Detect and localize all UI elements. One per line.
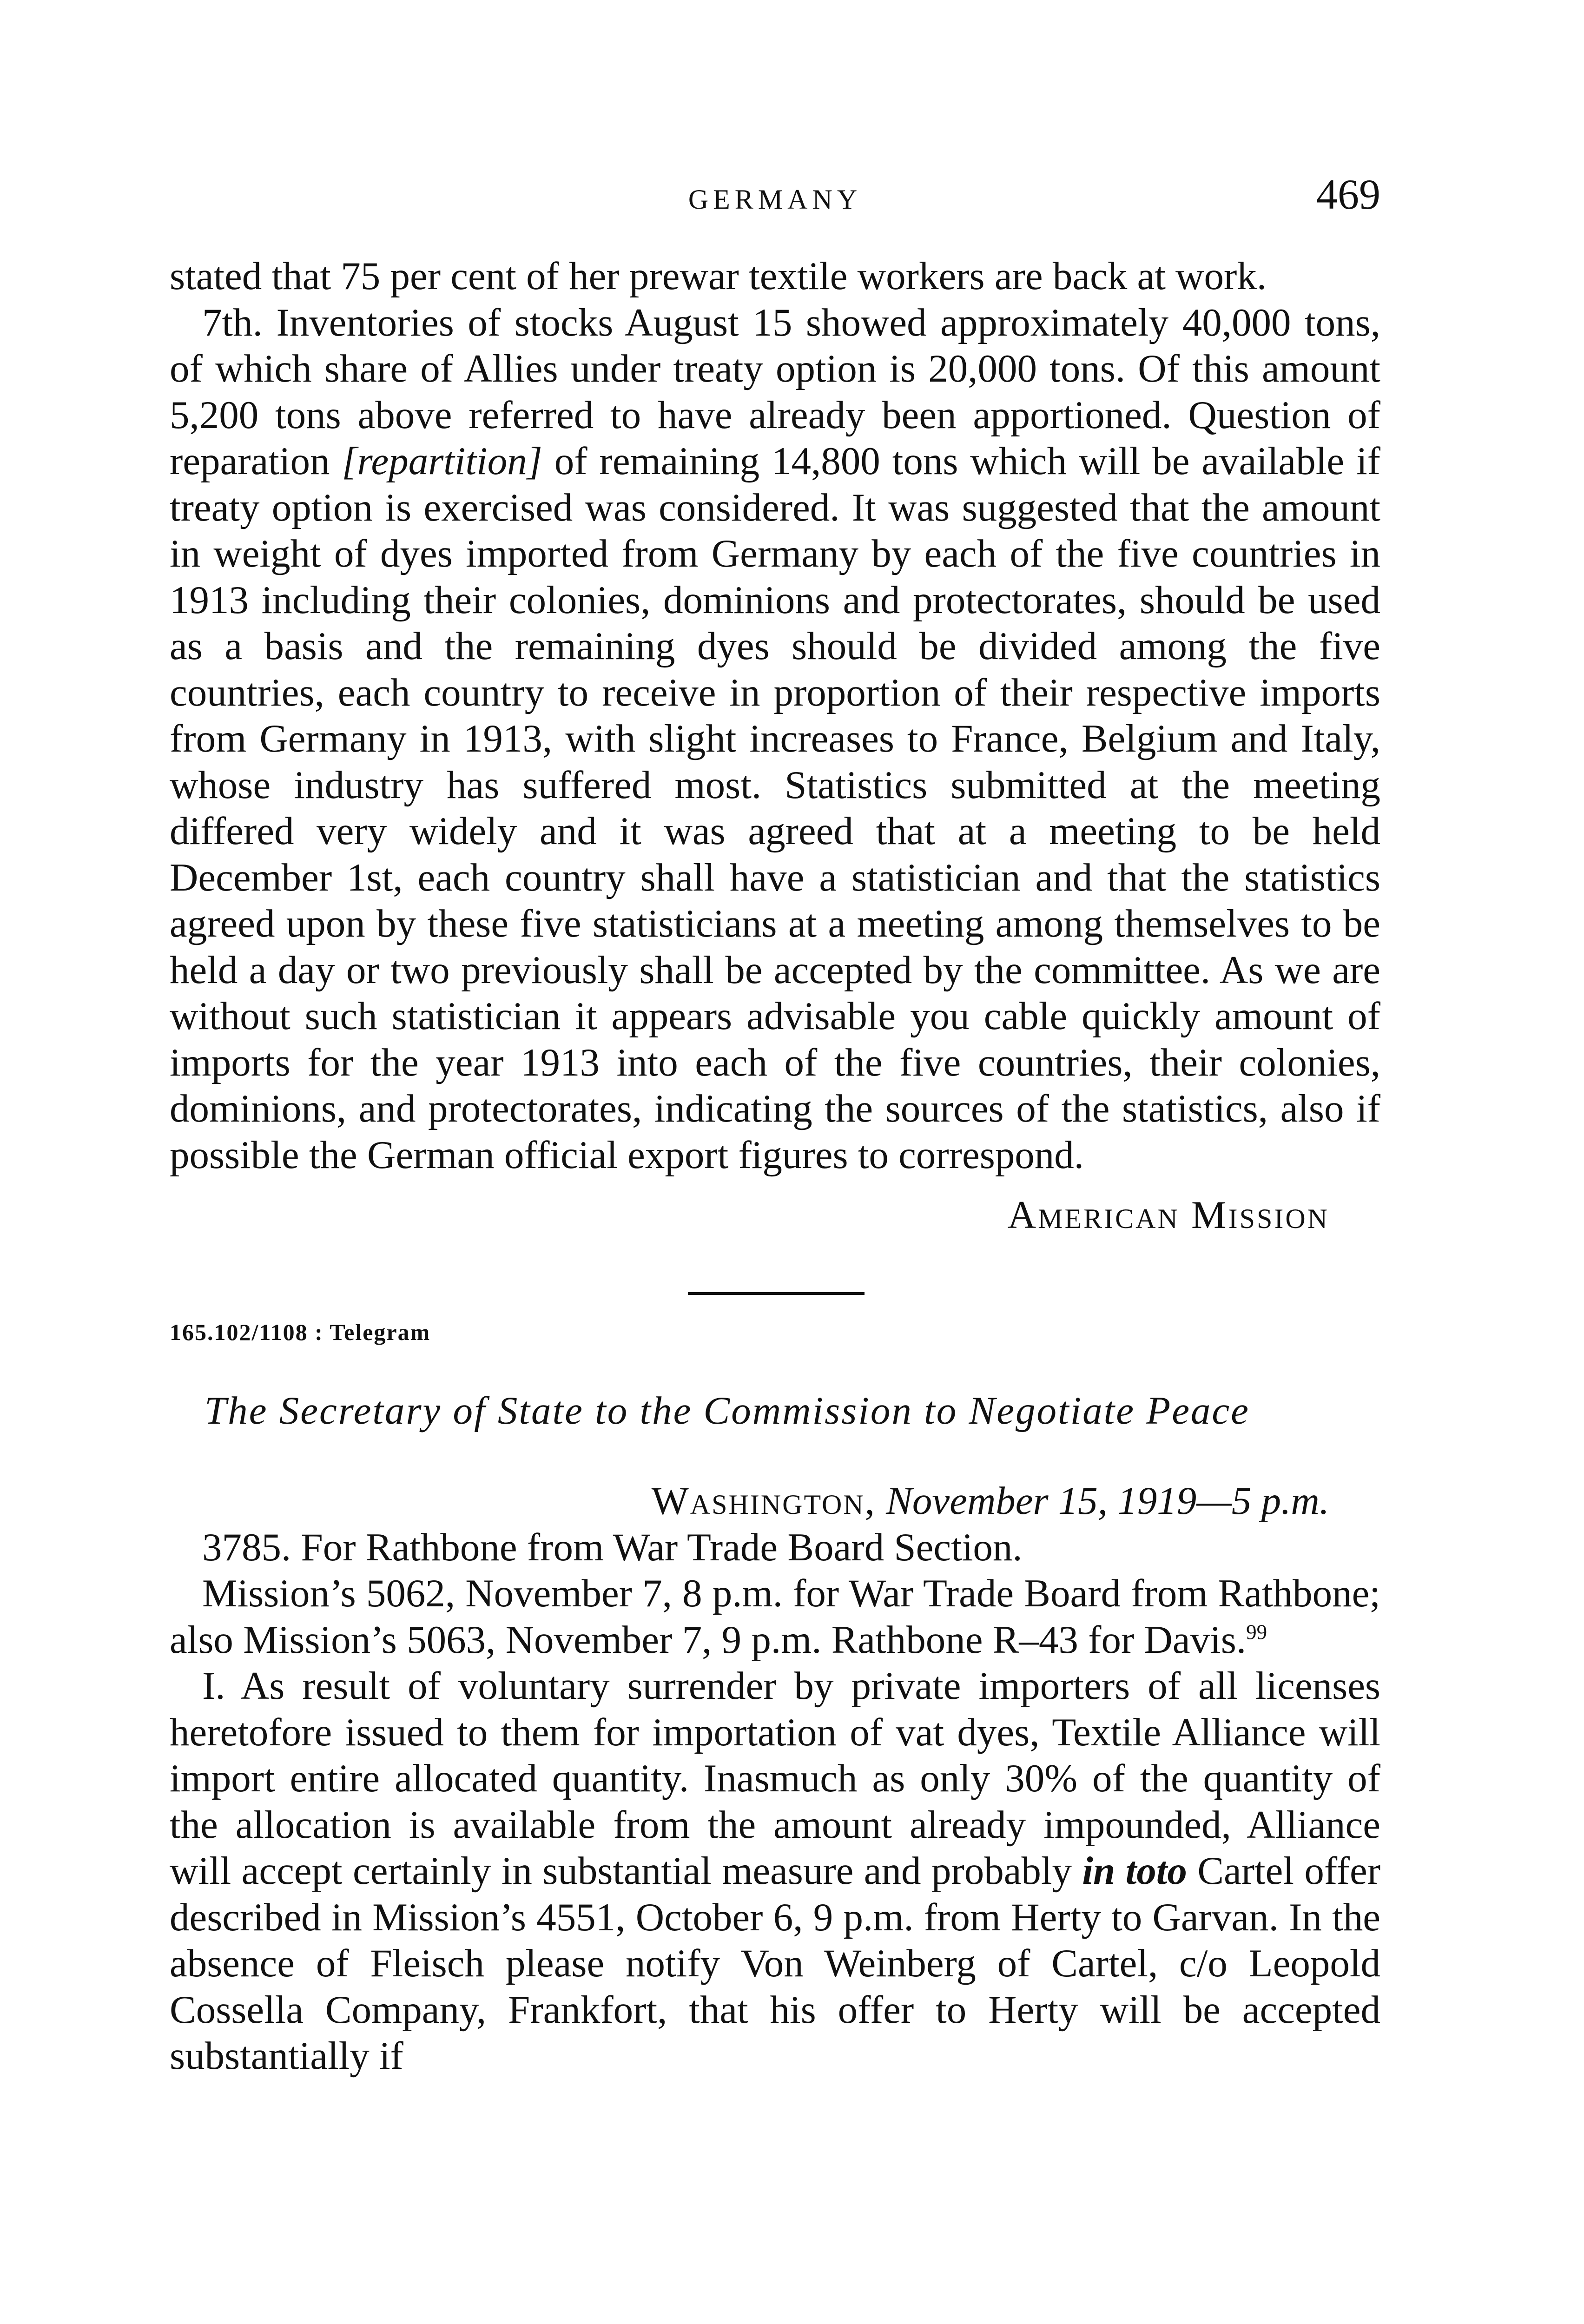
paragraph-text: I. As result of voluntary surrender by private importers of all licenses heretofore issued to them for importation of vat dyes, Textile Alliance will import entire allocated quantity. Inasmuch as only 30% of the quantity of the allocation is available from the amount already impounded, Alliance will accept certainly in substantial measure and probably bbox=[170, 1664, 1380, 1893]
paragraph-text: 7th. Inventories of stocks August 15 showed approximately 40,000 tons, of which share of Allies under treaty option is 20,000 tons. Of this amount 5,200 tons above referred to have already been apportioned. Question of reparation bbox=[170, 300, 1380, 483]
document-title: The Secretary of State to the Commission to Negotiate Peace bbox=[205, 1388, 1250, 1433]
page-header bbox=[170, 163, 1380, 237]
file-reference: 165.102/1108 : Telegram bbox=[170, 1319, 431, 1345]
paragraph-text: stated that 75 per cent of her prewar textile workers are back at work. bbox=[170, 254, 1267, 298]
editorial-insertion: [repartition] bbox=[342, 439, 542, 483]
running-head: GERMANY bbox=[688, 184, 862, 215]
page-number: 469 bbox=[1316, 171, 1380, 218]
paragraph-text: 3785. For Rathbone from War Trade Board Section. bbox=[202, 1525, 1023, 1569]
paragraph-text: Mission’s 5062, November 7, 8 p.m. for War Trade Board from Rathbone; also Mission’s 5063, November 7, 9 p.m. Rathbone R–43 for Davis. bbox=[170, 1571, 1380, 1662]
dateline-date: November 15, 1919—5 p.m. bbox=[886, 1479, 1329, 1523]
paragraph-text: of remaining 14,800 tons which will be available if treaty option is exercised was considered. It was suggested that the amount in weight of dyes imported from Germany by each of the five countries in 1913 including their colonies, dominions and protectorates, should be used as a basis and the remaining dyes should be divided among the five countries, each country to receive in proportion of their respective imports from Germany in 1913, with slight increases to France, Belgium and Italy, whose industry has suffered most. Statistics submitted at the meeting differed very widely and it was agreed that at a meeting to be held December 1st, each country shall have a statistician and that the statistics agreed upon by these five statisticians at a meeting among themselves to be held a day or two previously shall be accepted by the committee. As we are without such statistician it appears advisable you cable quickly amount of imports for the year 1913 into each of the five countries, their colonies, dominions, and protectorates, indicating the sources of the statistics, also if possible the German official export figures to correspond. bbox=[170, 439, 1380, 1177]
paragraph-text: Cartel offer described in Mission’s 4551, October 6, 9 p.m. from Herty to Garvan. In the absence of Fleisch please notify Von Weinberg of Cartel, c/o Leopold Cossella Company, Frankfort, that his offer to Herty will be accepted substantially if bbox=[170, 1849, 1381, 2078]
dateline bbox=[170, 1478, 1380, 1525]
body-text bbox=[170, 253, 1380, 2080]
paragraph-mission-reference bbox=[170, 1571, 1380, 1663]
signature: American Mission bbox=[1007, 1193, 1329, 1237]
latin-phrase: in toto bbox=[1082, 1849, 1187, 1893]
paragraph-continuation bbox=[170, 253, 1380, 300]
dateline-place: Washington, bbox=[651, 1479, 876, 1523]
paragraph-telegram-number bbox=[170, 1525, 1380, 1571]
paragraph-item-one bbox=[170, 1663, 1380, 2080]
section-divider bbox=[688, 1292, 865, 1295]
paragraph-seventh bbox=[170, 300, 1380, 1179]
footnote-reference[interactable]: 99 bbox=[1246, 1620, 1267, 1644]
